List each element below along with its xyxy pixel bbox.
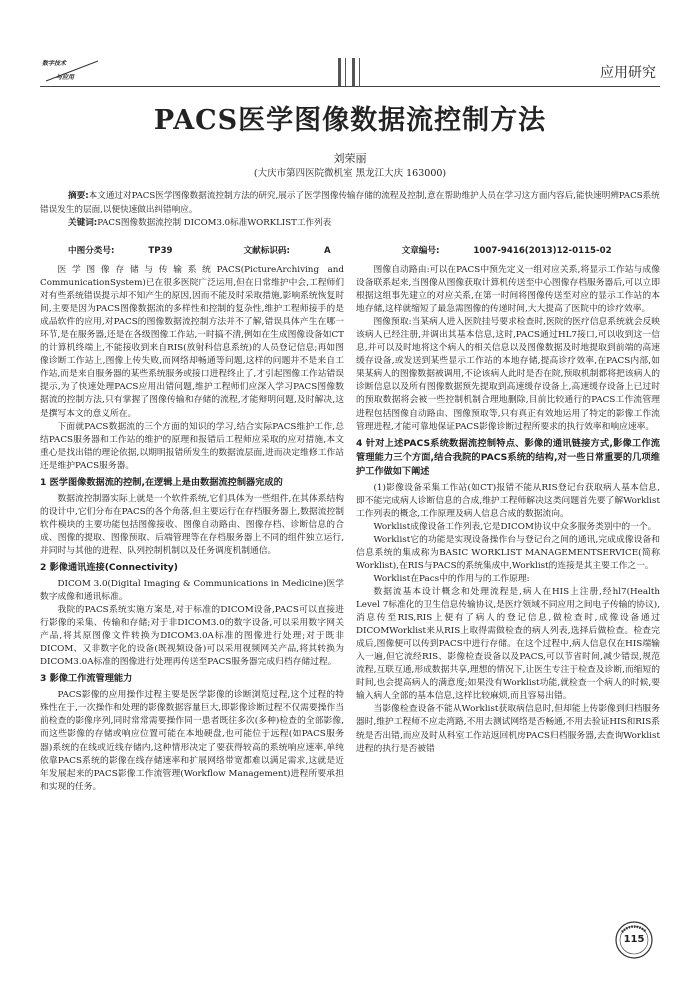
article-title: PACS医学图像数据流控制方法	[153, 105, 547, 136]
keywords-label: 关键词:	[68, 218, 98, 228]
doc-code-label: 文献标识码:	[243, 246, 290, 256]
abstract-label: 摘要:	[68, 191, 89, 201]
header-rule	[40, 86, 660, 87]
page-number-badge	[614, 920, 654, 960]
body-column-left	[40, 264, 344, 794]
logo-line2: 与应用	[56, 74, 75, 81]
paragraph: PACS影像的应用操作过程主要是医学影像的诊断浏览过程,这个过程的特殊性在于,一次操作和处理的影像数据容量巨大,即影像诊断过程不仅需要操作当前检查的影像序列,同时常常需要操作同一患者既往多次(多种)检查的全部影像,而这些影像的存储或响应位置可能在本地硬盘,也可能位于远程(如PACS服务器)系统的在线或近线存储内,这种情形决定了要获得较高的系统响应速率,单纯依靠PACS系统的影像在线存储速率和扩展网络带宽都难以满足需求,这就是近年发展起来的PACS影像工作流管理(Workflow Management)进程所要承担和实现的任务。	[40, 690, 344, 792]
paragraph: (1)影像设备采集工作站(如CT)报错不能从RIS登记台获取病人基本信息,即不能完成病人诊断信息的合成,维护工程师解决这类问题首先要了解Worklist工作列表的概念,工作原理及病人信息合成的数据流向。	[356, 482, 660, 519]
classification-line	[68, 244, 680, 256]
abstract-text: 本文通过对PACS医学图像数据流控制方法的研究,展示了医学图像传输存储的流程及控制,意在帮助维护人员在学习这方面内容后,能快速明辨PACS系统错误发生的层面,以便快速做出纠错响应。	[40, 191, 660, 215]
header-divider-bars	[338, 58, 362, 86]
article-affiliation: (大庆市第四医院微机室 黑龙江大庆 163000)	[253, 168, 447, 179]
article-author: 刘荣丽	[333, 152, 367, 165]
section-heading-4: 4 针对上述PACS系统数据流控制特点、影像的通讯链接方式,影像工作流管理能力三个方面,结合我院的PACS系统的结构,对一些日常重要的几项维护工作做如下阐述	[356, 437, 660, 477]
paragraph: Worklist它的功能是实现设备操作台与登记台之间的通讯,完成成像设备和信息系统的集成称为BASIC WORKLIST MANAGEMENTSERVICE(简称Worklist),在RIS与PACS的系统集成中,Worklist的连接是其主要工作之一。	[356, 534, 660, 571]
paragraph: Worklist成像设备工作列表,它是DICOM协议中众多服务类别中的一个。	[373, 521, 657, 532]
keywords-text: PACS图像数据流控制 DICOM3.0标准WORKLIST工作列表	[97, 218, 332, 228]
paragraph: DICOM 3.0(Digital Imaging & Communications in Medicine)医学数字成像和通讯标准。	[40, 578, 344, 603]
paragraph: 数据流基本设计概念和处理流程是,病人在HIS上注册,经hl7(Health Level 7标准化的卫生信息传输协议,是医疗领域不同应用之间电子传输的协议),消息传至RIS,RIS上便有了病人的登记信息,做检查时,成像设备通过DICOMWorklist来从RIS上取得需做检查的病人列表,选择后做检查。检查完成后,图像便可以传到PACS中进行存储。在这个过程中,病人信息仅在HIS端输入一遍,但它流经RIS、影像检查设备以及PACS,可以节省时间,减少错误,规范流程,互联互通,形成数据共享,理想的情况下,让医生专注于检查及诊断,而缩短的时间,也会提高病人的满意度;如果没有Worklist功能,就检查一个病人的时候,要输入病人全部的基本信息,这样比较麻烦,而且容易出错。	[356, 586, 660, 702]
abstract-paragraph	[40, 190, 660, 217]
clc-value: TP39	[148, 246, 173, 256]
paragraph: 我院的PACS系统实施方案是,对于标准的DICOM设备,PACS可以直接进行影像的采集、传输和存储;对于非DICOM3.0的数字设备,可以采用数字网关产品,将其原图像文件转换为DICOM3.0A标准的图像进行处理;对于既非DICOM、又非数字化的设备(既视频设备)可以采用视频网关产品,将其转换为DICOM3.0A标准的图像进行处理再传送至PACS服务器完成归档存储过程。	[40, 605, 344, 668]
body-column-right	[356, 264, 660, 756]
abstract-block	[40, 190, 660, 231]
keywords-line	[40, 217, 660, 231]
article-no-label: 文章编号:	[401, 246, 440, 256]
logo-line1: 数字技术	[42, 60, 67, 67]
paragraph: 图像预取:当某病人进入医院挂号要求检查时,医院的医疗信息系统就会反映该病人已经注册,并调出其基本信息,这时,PACS通过HL7接口,可以收到这一信息,并可以及时地将这个病人的相关信息以及图像数据及时地提取到前端的高速缓存设备,或发送到某些显示工作站的本地存储,提高诊疗效率,在PACS内部,如果某病人的图像数据被调用,不论该病人此时是否在院,预取机制都将把该病人的诊断信息以及所有图像数据预先提取到高速缓存设备上,高速缓存设备上已过时的预取数据将会被一些控制机制合理地删除,目前比较通行的PACS工作流管理进程包括图像自动路由、图像预取等,只有真正有效地运用了特定的影像工作流管理进程,才能可靠地保证PACS影像诊断过程所要求的执行效率和响应速率。	[356, 317, 660, 432]
section-label: 应用研究	[600, 65, 656, 81]
section-heading-3: 3 影像工作流管理能力	[40, 673, 133, 685]
paragraph: 下面就PACS数据流的三个方面的知识的学习,结合实际PACS维护工作,总结PACS服务器和工作站的维护的原理和报错后工程师应采取的应对措施,本文重心是找出错的理论依据,以期明报错所发生的数据流层面,进而决定维修工作站还是维护PACS服务器。	[40, 421, 344, 471]
article-no-value: 1007-9416(2013)12-0115-02	[473, 246, 612, 256]
page-number: 115	[623, 934, 645, 945]
paragraph: 数据流控制器实际上就是一个软件系统,它们具体为一些组件,在其体系结构的设计中,它们分布在PACS的各个角落,但主要运行在存档服务器上,数据流控制软件模块的主要功能包括图像接收、图像自动路由、图像存档、诊断信息的合成、图像的提取、图像预取、后端管理等在存档服务器上不同的组件独立运行,并同时与其他的进程、队列控制机制以及任务调度机制通信。	[40, 493, 344, 556]
paragraph: 当影像检查设备不能从Worklist获取病信息时,但却能上传影像到归档服务器时,维护工程师不应走湾路,不用去测试网络是否畅通,不用去验证HIS和RIS系统是否出错,而应及时从科室工作站返回机房PACS归档服务器,去查询Worklist进程的执行是否被错	[356, 704, 660, 754]
clc-label: 中图分类号:	[68, 246, 115, 256]
paragraph: 图像自动路由:可以在PACS中预先定义一组对应关系,将显示工作站与成像设备联系起来,当图像从图像获取计算机传送至中心图像存档服务器后,可以立即根据这组事先建立的对应关系,在第一时间将图像传送至对应的显示工作站的本地存储,这样就缩短了最急需图像的传递时间,大大提高了医院中的诊疗效率。	[356, 265, 660, 315]
journal-logo	[40, 58, 100, 86]
paragraph: 医学图像存储与传输系统PACS(PictureArchiving and CommunicationSystem)已在很多医院广泛运用,但在日常维护中会,工程师们对有些系统错误提示却不知产生的原因,因而不能及时采取措施,影响系统恢复时间,主要是因为PACS图像数据流的多样性和控制的复杂性,维护工程师接手的是成品软件的应用,对PACS的图像数据流控制方法并不了解,错误具体产生在哪一环节,是在服务器,还是在各级图像工作站,一时搞不清,例如在生成图像设备如CT的计算机终端上,不能接收到来自RIS(放射科信息系统)的人员登记信息;再如图像诊断工作站上,图像上传失败,而网络却畅通等问题,这样的问题并不是来自工作站,而是来自服务器的某些系统服务或接口进程终止了,才引起图像工作站错误提示,为了快速处理PACS应用出错问题,维护工程师们应深入学习PACS图像数据流的控制方法,只有掌握了图像传输和存储的流程,才能辩明问题,及时解决,这是撰写本文的意义所在。	[40, 265, 344, 419]
paragraph: Worklist在Pacs中的作用与的工作原理:	[373, 573, 530, 584]
section-heading-1: 1 医学图像数据流的控制,在逻辑上是由数据流控制器完成的	[40, 476, 283, 488]
section-heading-2: 2 影像通讯连接(Connectivity)	[40, 561, 178, 573]
doc-code-value: A	[323, 246, 331, 256]
